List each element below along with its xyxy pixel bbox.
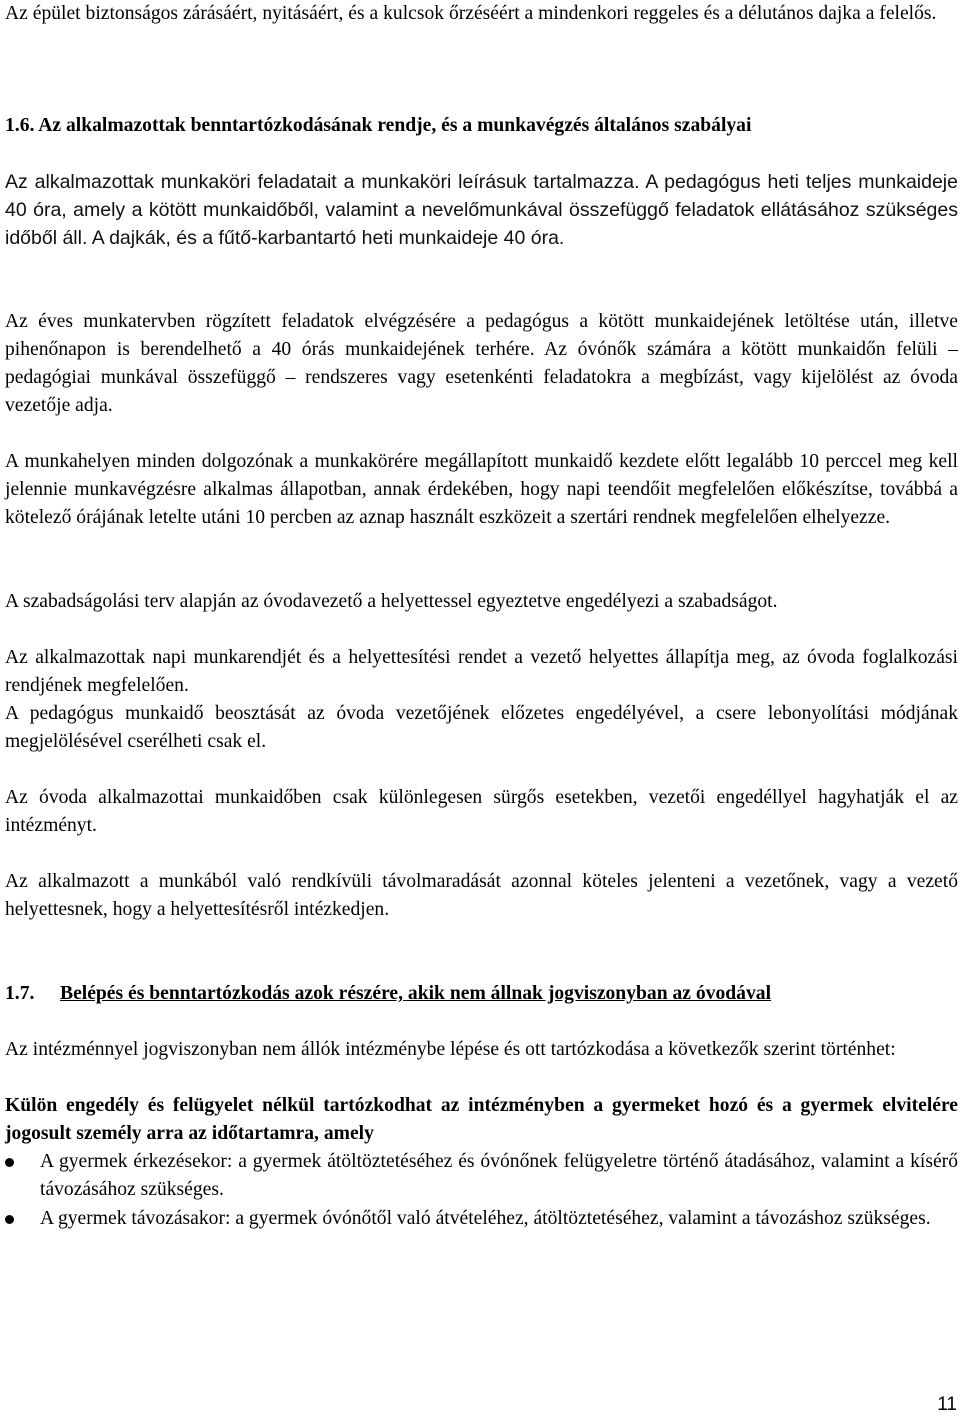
list-item <box>5 1148 958 1204</box>
absence-paragraph: Az alkalmazott a munkából való rendkívüli távolmaradását azonnal köteles jelenteni a vezetőnek, vagy a vezető helyettesnek, hogy a helyettesítésről intézkedjen. <box>5 871 958 920</box>
section-1-6-heading <box>5 112 751 140</box>
section-1-7-heading <box>5 980 771 1008</box>
section-1-6-title: Az alkalmazottak benntartózkodásának rendje, és a munkavégzés általános szabályai <box>38 115 752 136</box>
leaving-paragraph: Az óvoda alkalmazottai munkaidőben csak különlegesen sürgős esetekben, vezetői engedéllyel hagyhatják el az intézményt. <box>5 787 958 836</box>
section-1-6-number: 1.6. <box>5 115 35 136</box>
arrival-paragraph: A munkahelyen minden dolgozónak a munkakörére megállapított munkaidő kezdete előtt legalább 10 perccel meg kell jelennie munkavégzésre alkalmas állapotban, annak érdekében, hogy napi teendőit megfelelően előkészítse, továbbá a kötelező órájának letelte utáni 10 percben az aznap használt eszközeit a szertári rendnek megfelelően elhelyezze. <box>5 451 958 528</box>
section-1-7-number: 1.7. <box>5 983 35 1004</box>
shift-swap-paragraph: A pedagógus munkaidő beosztását az óvoda vezetőjének előzetes engedélyével, a csere lebonyolítási módjának megjelölésével cserélheti csak el. <box>5 703 958 752</box>
intro-paragraph: Az épület biztonságos zárásáért, nyitásáért, és a kulcsok őrzéséért a mindenkori reggeles és a délutános dajka a felelős. <box>5 3 937 24</box>
list-item-text: A gyermek távozásakor: a gyermek óvónőtől való átvételéhez, átöltöztetéséhez, valamint a távozáshoz szükséges. <box>40 1208 931 1229</box>
list-item-text: A gyermek érkezésekor: a gyermek átöltöztetéséhez és óvónőnek felügyeletre történő átadásához, valamint a kísérő távozásához szükséges. <box>40 1151 958 1200</box>
schedule-paragraph: Az alkalmazottak napi munkarendjét és a helyettesítési rendet a vezető helyettes állapítja meg, az óvoda foglalkozási rendjének megfelelően. <box>5 647 958 696</box>
work-hours-paragraph: Az alkalmazottak munkaköri feladatait a munkaköri leírásuk tartalmazza. A pedagógus heti teljes munkaideje 40 óra, amely a kötött munkaidőből, valamint a nevelőmunkával összefüggő feladatok ellátásához szükséges időből áll. A dajkák, és a fűtő-karbantartó heti munkaideje 40 óra. <box>5 171 958 249</box>
conditions-list <box>5 1148 958 1234</box>
list-item <box>5 1205 958 1233</box>
bullet-icon <box>5 1158 14 1167</box>
vacation-paragraph: A szabadságolási terv alapján az óvodavezető a helyettessel egyeztetve engedélyezi a szabadságot. <box>5 591 778 612</box>
visitors-paragraph: Az intézménnyel jogviszonyban nem állók intézménybe lépése és ott tartózkodása a következők szerint történhet: <box>5 1039 896 1060</box>
annual-plan-paragraph: Az éves munkatervben rögzített feladatok elvégzésére a pedagógus a kötött munkaidejének letöltése után, illetve pihenőnapon is berendelhető a 40 órás munkaidejének terhére. Az óvónők számára a kötött munkaidőn felüli – pedagógiai munkával összefüggő – rendszeres vagy esetenkénti feladatokra a megbízást, vagy kijelölést az óvoda vezetője adja. <box>5 311 958 416</box>
bullet-icon <box>5 1215 14 1224</box>
permission-paragraph: Külön engedély és felügyelet nélkül tartózkodhat az intézményben a gyermeket hozó és a gyermek elvitelére jogosult személy arra az időtartamra, amely <box>5 1095 958 1144</box>
page-number: 11 <box>937 1394 957 1415</box>
section-1-7-title: Belépés és benntartózkodás azok részére, akik nem állnak jogviszonyban az óvodával <box>60 983 772 1004</box>
